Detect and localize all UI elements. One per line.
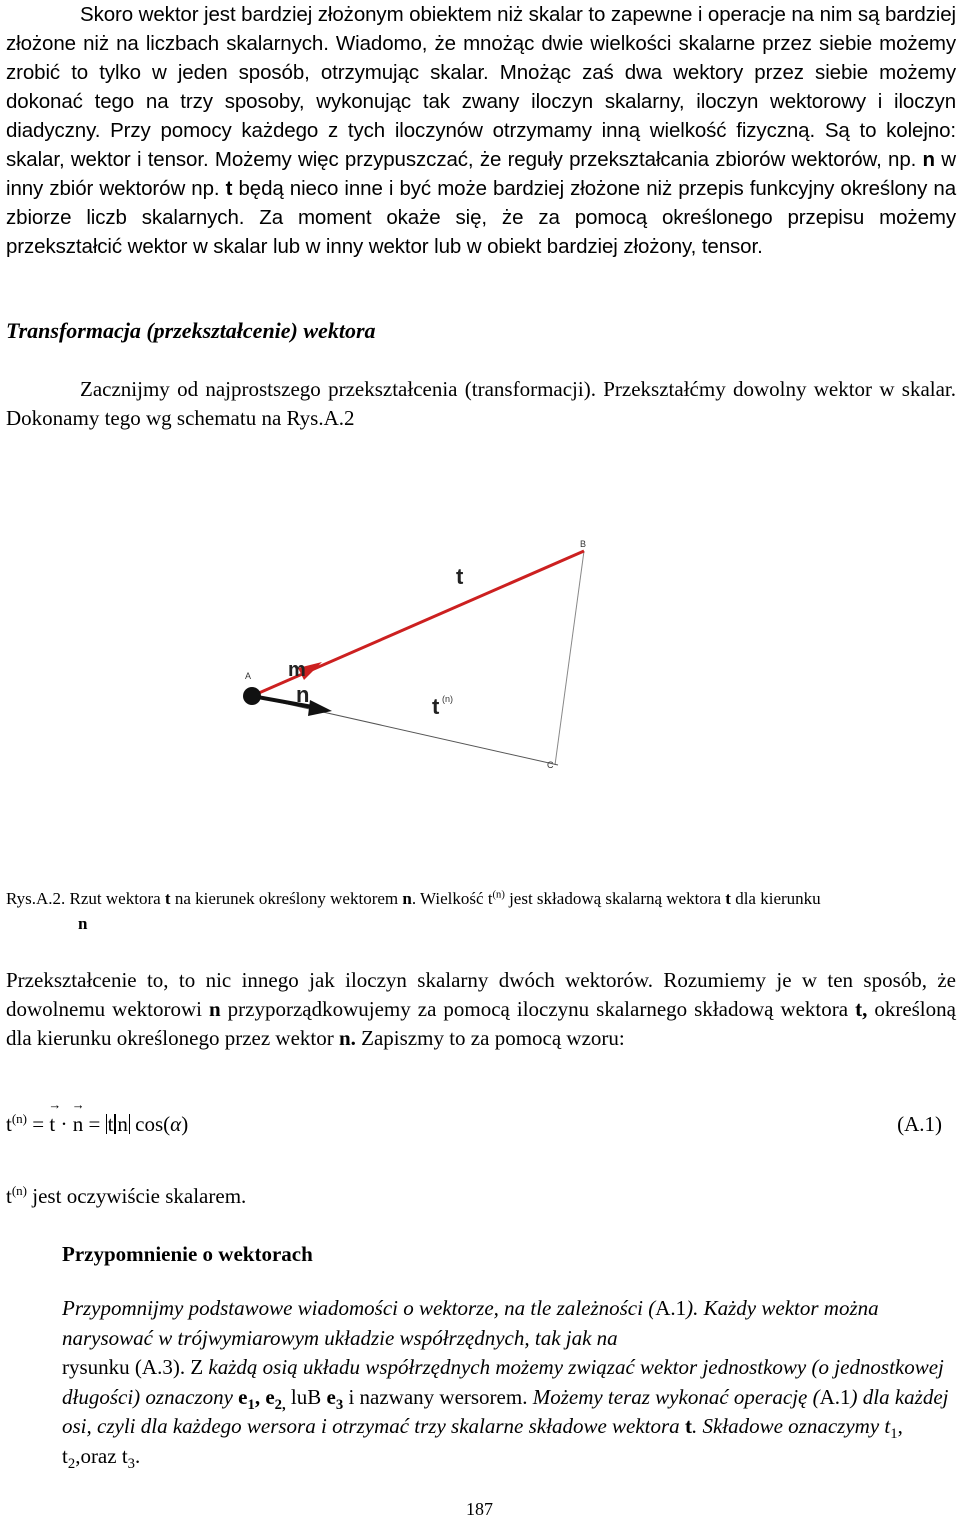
intro-paragraph bbox=[6, 0, 956, 261]
rem-s2: ). Każdy wektor można narysować w trójwymiarowym układzie współrzędnych, tak jak na bbox=[62, 1296, 879, 1350]
rem-s1: Przypomnijmy podstawowe wiadomości o wektorze, na tle zależności ( bbox=[62, 1296, 656, 1320]
formula-alpha: α bbox=[170, 1112, 182, 1136]
caption-text-1: Rys.A.2. Rzut wektora bbox=[6, 889, 165, 908]
caption-text-5: dla kierunku bbox=[730, 889, 821, 908]
line-B-C bbox=[555, 551, 584, 765]
p3-text-a: Przekształcenie to, to nic innego jak iloczyn skalarny dwóch wektorów. Rozumiemy je w ten sposób, że dowolnemu wektorowi bbox=[6, 968, 956, 1021]
caption-text-4: jest składową skalarną wektora bbox=[504, 889, 726, 908]
rem-t3-sub: 3 bbox=[127, 1455, 136, 1472]
rem-oraz: ,oraz t bbox=[75, 1443, 128, 1468]
intro-text-3: będą nieco inne i być może bardziej złożone niż przepis funkcyjny określony na zbiorze liczb skalarnych. Za moment okaże się, że za pomocą określonego przepisu możemy przekształcić wektor w skalar lub w inny wektor lub w obiekt bardziej złożony, tensor. bbox=[6, 177, 956, 258]
rem-s7: ) dla każdej osi, czyli dla każdego wersora i otrzymać trzy skalarne składowe wektora bbox=[62, 1384, 949, 1438]
rem-lub: luB bbox=[285, 1384, 327, 1409]
tn-sup: (n) bbox=[11, 1183, 28, 1198]
rem-sub2: 2, bbox=[274, 1396, 286, 1413]
rem-t1-sub: 1 bbox=[890, 1426, 898, 1443]
rem-ref2: A.1 bbox=[819, 1384, 851, 1409]
figure-caption bbox=[6, 886, 956, 936]
formula-abs-n: n bbox=[117, 1112, 128, 1136]
rem-s5: i nazwany wersorem. bbox=[343, 1384, 528, 1409]
point-A bbox=[243, 687, 261, 705]
p3-n2: n. bbox=[338, 1026, 356, 1050]
equation-number: (A.1) bbox=[897, 1112, 942, 1136]
label-B: B bbox=[580, 539, 587, 549]
caption-text-2: na kierunek określony wektorem bbox=[170, 889, 403, 908]
rem-e2: e bbox=[265, 1384, 275, 1409]
rem-sub1: 1 bbox=[247, 1396, 255, 1413]
formula-n-vector: → n bbox=[73, 1112, 84, 1137]
rem-s3: rysunku (A.3). Z bbox=[62, 1355, 204, 1379]
formula-eq1: = bbox=[27, 1112, 50, 1136]
rem-s4: każdą osią układu współrzędnych możemy związać wektor jednostkowy (o jednostkowej długości) oznaczony bbox=[62, 1355, 944, 1409]
page-number: 187 bbox=[466, 1499, 493, 1519]
rem-t1: t bbox=[884, 1414, 891, 1438]
p3-t: t, bbox=[855, 997, 868, 1021]
rem-t-bold: t bbox=[684, 1414, 692, 1438]
rem-s6: Możemy teraz wykonać operację ( bbox=[527, 1384, 820, 1409]
rem-end: . bbox=[135, 1443, 141, 1468]
label-C: C bbox=[547, 760, 554, 770]
formula-t-vector: → t bbox=[49, 1112, 55, 1137]
rem-sep2: , t bbox=[62, 1414, 903, 1468]
tn-t: t bbox=[6, 1184, 12, 1208]
caption-n2: n bbox=[78, 914, 88, 933]
rem-ref1: A.1 bbox=[655, 1296, 687, 1320]
paragraph-transformation: Zacznijmy od najprostszego przekształcenia (transformacji). Przekształćmy dowolny wektor w skalar. Dokonamy tego wg schematu na Rys.A.2 bbox=[6, 377, 956, 430]
formula-abs-t: t bbox=[107, 1112, 114, 1136]
vector-projection-figure bbox=[0, 520, 960, 840]
reminder-title: Przypomnienie o wektorach bbox=[62, 1242, 313, 1266]
formula-A1 bbox=[6, 1112, 188, 1137]
intro-n-bold: n bbox=[922, 148, 935, 171]
label-n: n bbox=[296, 682, 310, 707]
formula-dot: · bbox=[55, 1112, 73, 1136]
label-tn-sup: (n) bbox=[442, 694, 453, 704]
rem-sep1: , bbox=[254, 1384, 266, 1409]
p3-n: n bbox=[208, 997, 221, 1021]
rem-sub3: 3 bbox=[335, 1396, 344, 1413]
rem-s8: . Składowe oznaczymy bbox=[691, 1414, 885, 1438]
caption-n: n bbox=[402, 889, 412, 908]
caption-t2: t bbox=[725, 889, 731, 908]
caption-sup: (n) bbox=[492, 889, 505, 901]
formula-cos: cos( bbox=[129, 1112, 171, 1136]
rem-e1: e bbox=[238, 1384, 248, 1409]
p3-text-d: Zapiszmy to za pomocą wzoru: bbox=[355, 1026, 625, 1050]
label-A: A bbox=[245, 671, 252, 681]
label-t: t bbox=[456, 564, 464, 589]
formula-close: ) bbox=[181, 1112, 189, 1136]
formula-eq2: = bbox=[83, 1112, 106, 1136]
label-tn: t bbox=[432, 694, 440, 719]
section-heading: Transformacja (przekształcenie) wektora bbox=[6, 318, 376, 343]
tn-scalar-line bbox=[6, 1184, 246, 1209]
p3-text-c: określoną dla kierunku określonego przez wektor bbox=[6, 997, 956, 1050]
paragraph-scalar-product bbox=[6, 966, 956, 1053]
rem-e3: e bbox=[326, 1384, 336, 1409]
intro-t-bold: t bbox=[225, 177, 233, 200]
caption-t: t bbox=[164, 889, 171, 908]
formula-sup: (n) bbox=[11, 1111, 28, 1126]
formula-t: t bbox=[6, 1112, 12, 1136]
p3-text-b: przyporządkowujemy za pomocą iloczynu skalarnego składową wektora bbox=[220, 997, 856, 1021]
label-m: m bbox=[288, 659, 306, 681]
reminder-paragraph bbox=[62, 1294, 954, 1471]
rem-t2-sub: 2 bbox=[67, 1455, 76, 1472]
intro-text-1: Skoro wektor jest bardziej złożonym obiektem niż skalar to zapewne i operacje na nim są bardziej złożone niż na liczbach skalarnych. Wiadomo, że mnożąc dwie wielkości skalarne przez siebie możemy zrobić to tylko w jeden sposób, otrzymując skalar. Mnożąc zaś dwa wektory przez siebie możemy dokonać tego na trzy sposoby, wykonując tak zwany iloczyn skalarny, iloczyn wektorowy i iloczyn diadyczny. Przy pomocy każdego z tych iloczynów otrzymamy inną wielkość fizyczną. Są to kolejno: skalar, wektor i tensor. Możemy więc przypuszczać, że reguły przekształcania zbiorów wektorów, np. bbox=[6, 3, 956, 171]
tn-text: jest oczywiście skalarem. bbox=[27, 1184, 247, 1208]
intro-text-2: w inny zbiór wektorów np. bbox=[6, 148, 956, 200]
caption-text-3: . Wielkość t bbox=[411, 889, 493, 908]
